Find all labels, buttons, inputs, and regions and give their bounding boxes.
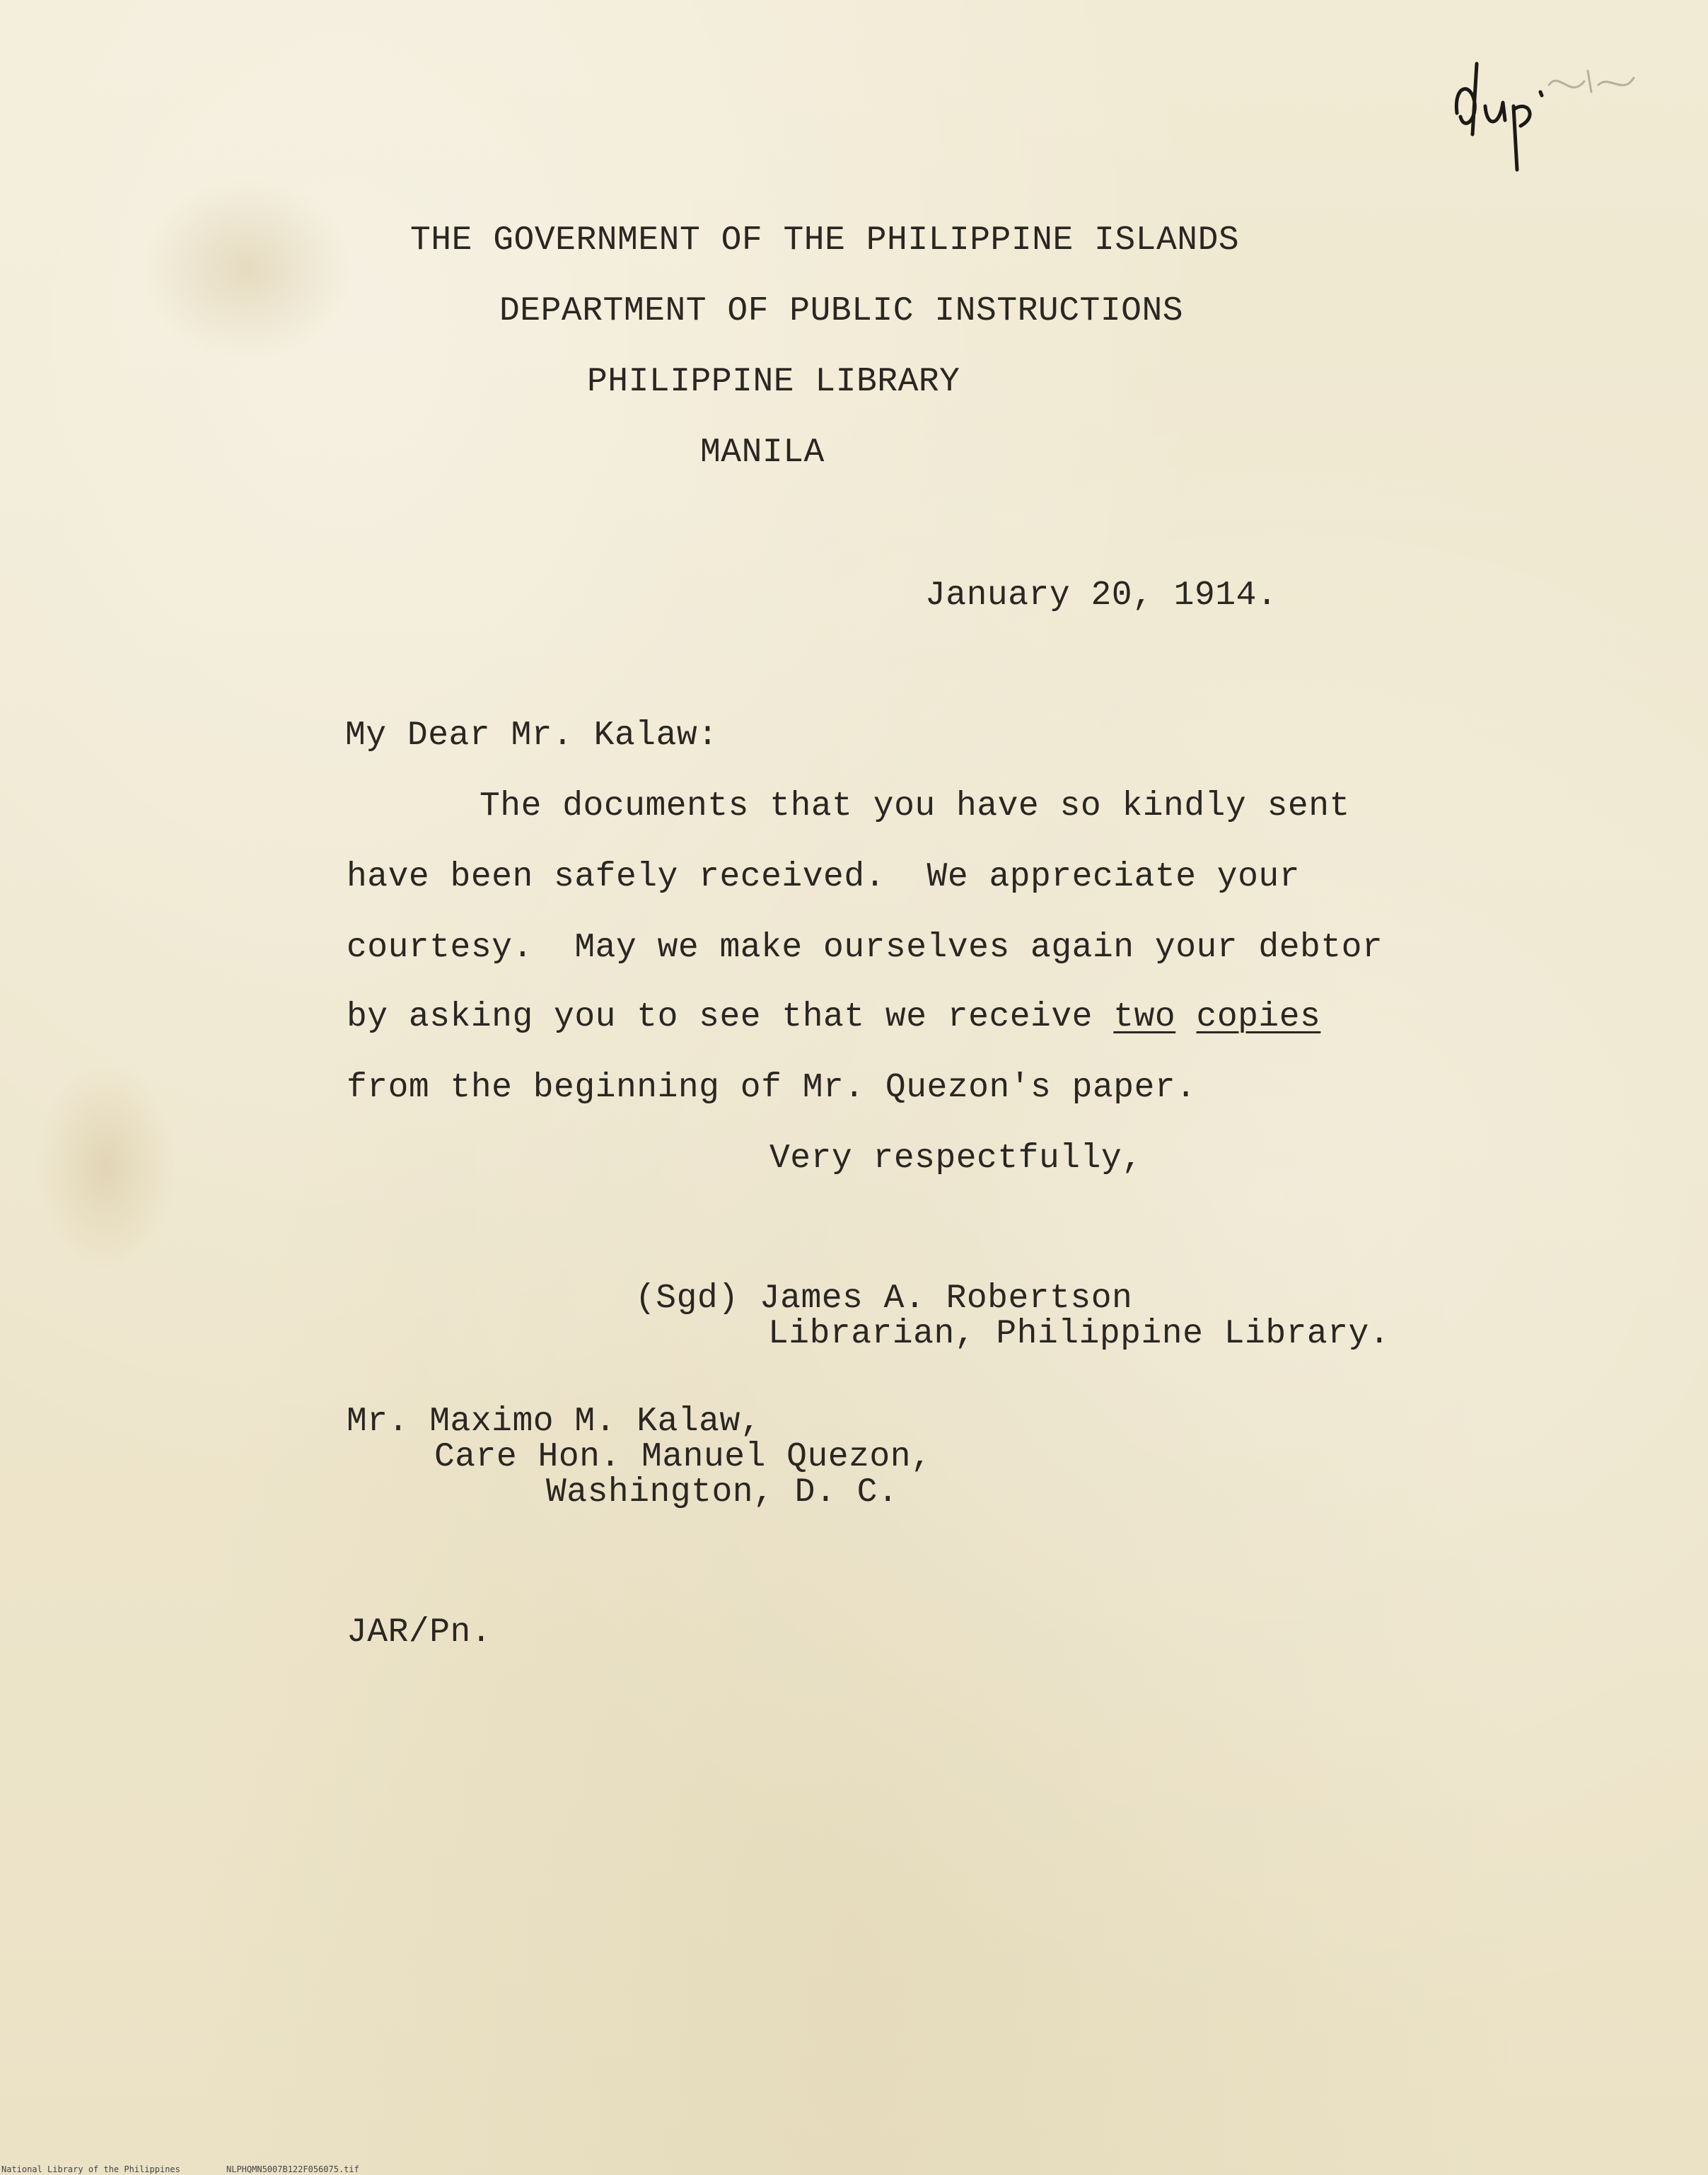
address-line-3: Washington, D. C. bbox=[546, 1473, 899, 1512]
handwritten-annotation bbox=[1443, 42, 1655, 198]
reference-initials: JAR/Pn. bbox=[347, 1613, 492, 1652]
body-line-1: The documents that you have so kindly sent bbox=[480, 787, 1350, 825]
letterhead-line-2: DEPARTMENT OF PUBLIC INSTRUCTIONS bbox=[499, 292, 1184, 330]
body-line-4-text: by asking you to see that we receive bbox=[347, 998, 1114, 1036]
body-line-3: courtesy. May we make ourselves again your debtor bbox=[347, 929, 1383, 967]
body-line-4 bbox=[347, 1000, 1320, 1034]
footer-source: National Library of the Philippines bbox=[1, 2164, 180, 2174]
signature-line-1: (Sgd) James A. Robertson bbox=[635, 1280, 1133, 1318]
body-line-2: have been safely received. We appreciate your bbox=[347, 858, 1301, 896]
letter-date: January 20, 1914. bbox=[925, 576, 1278, 615]
letterhead-line-1: THE GOVERNMENT OF THE PHILIPPINE ISLANDS bbox=[410, 221, 1240, 260]
body-line-5: from the beginning of Mr. Quezon's paper. bbox=[347, 1069, 1197, 1107]
signature-line-2: Librarian, Philippine Library. bbox=[768, 1315, 1390, 1353]
paper-stain bbox=[141, 177, 354, 361]
closing: Very respectfully, bbox=[769, 1139, 1143, 1178]
address-line-1: Mr. Maximo M. Kalaw, bbox=[347, 1403, 762, 1441]
letterhead-line-3: PHILIPPINE LIBRARY bbox=[587, 363, 960, 401]
footer-filename: NLPHQMN5007B122F056075.tif bbox=[226, 2164, 359, 2174]
underlined-copies: copies bbox=[1196, 998, 1321, 1036]
underlined-two: two bbox=[1113, 998, 1176, 1036]
paper-stain bbox=[35, 1061, 177, 1273]
address-line-2: Care Hon. Manuel Quezon, bbox=[434, 1438, 932, 1476]
salutation: My Dear Mr. Kalaw: bbox=[345, 717, 719, 755]
letterhead-line-4: MANILA bbox=[700, 434, 825, 472]
